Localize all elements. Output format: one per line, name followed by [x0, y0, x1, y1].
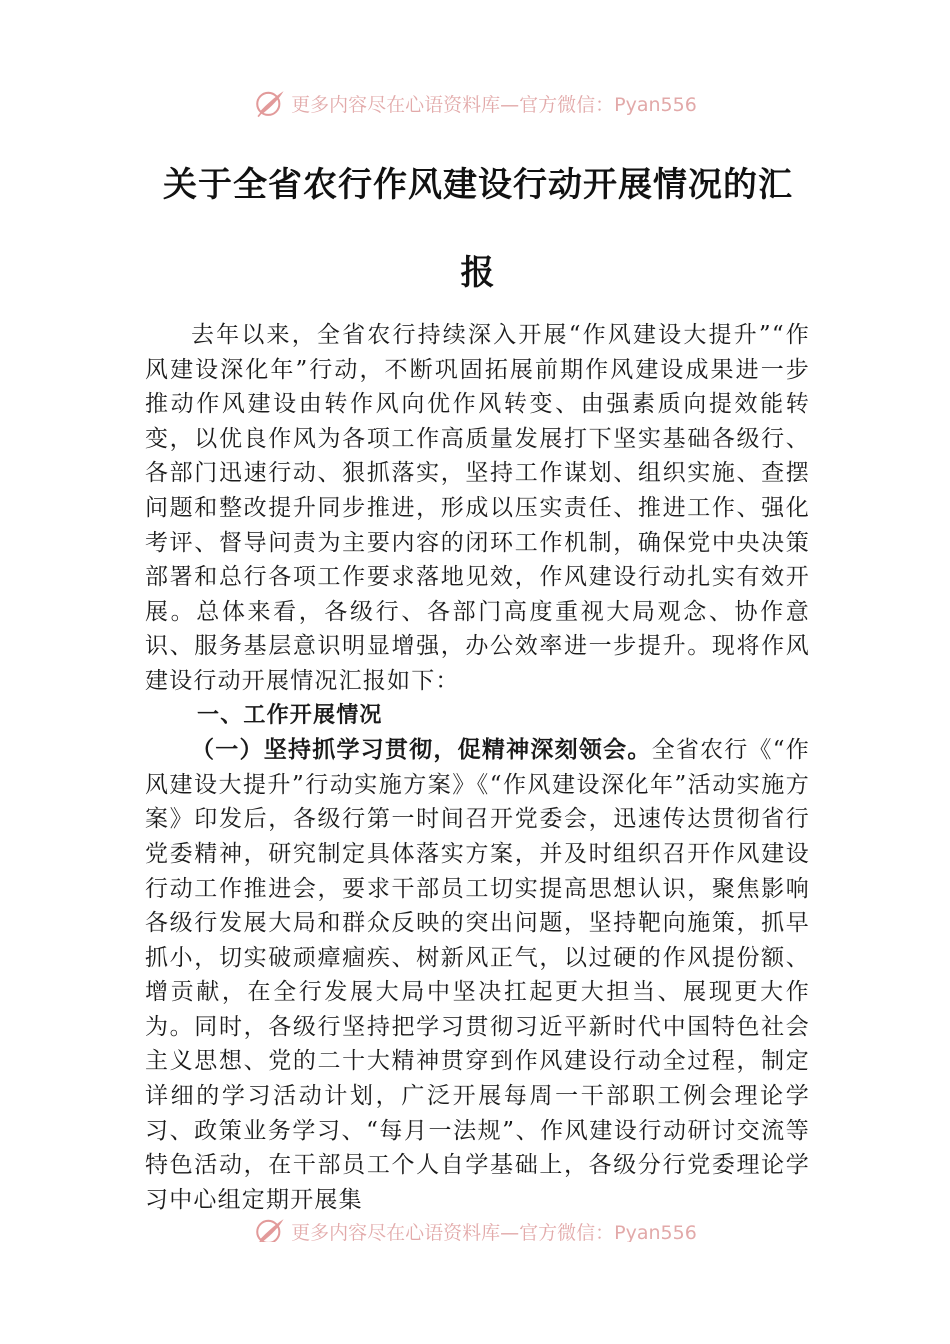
subsection-lead: （一）坚持抓学习贯彻，促精神深刻领会。 [191, 736, 652, 764]
watermark-text: 更多内容尽在心语资料库—官方微信：Pyan556 [291, 1221, 697, 1242]
watermark-footer [0, 1208, 950, 1242]
document-body [145, 318, 810, 1217]
quill-logo-icon [253, 1214, 287, 1242]
document-title [148, 160, 808, 298]
title-line-2: 报 [460, 253, 496, 293]
subsection-text: 全省农行《“作风建设大提升”行动实施方案》《“作风建设深化年”活动实施方案》印发后，各级行第一时间召开党委会，迅速传达贯彻省行党委精神，研究制定具体落实方案，并及时组织召开作风建设行动工作推进会，要求干部员工切实提高思想认识，聚焦影响各级行发展大局和群众反映的突出问题，坚持靶向施策，抓早抓小，切实破顽瘴痼疾、树新风正气，以过硬的作风提份额、增贡献，在全行发展大局中坚决扛起更大担当、展现更大作为。同时，各级行坚持把学习贯彻习近平新时代中国特色社会主义思想、党的二十大精神贯穿到作风建设行动全过程，制定详细的学习活动计划，广泛开展每周一干部职工例会理论学习、政策业务学习、“每月一法规”、作风建设行动研讨交流等特色活动，在干部员工个人自学基础上，各级分行党委理论学习中心组定期开展集 [145, 737, 810, 1213]
watermark-text: 更多内容尽在心语资料库—官方微信：Pyan556 [291, 93, 697, 116]
subsection-paragraph [145, 733, 810, 1217]
title-line-1: 关于全省农行作风建设行动开展情况的汇 [163, 165, 793, 205]
watermark-header [0, 84, 950, 122]
quill-logo-icon [253, 86, 287, 120]
intro-paragraph: 去年以来，全省农行持续深入开展“作风建设大提升”“作风建设深化年”行动，不断巩固拓展前期作风建设成果进一步推动作风建设由转作风向优作风转变、由强素质向提效能转变，以优良作风为各项工作高质量发展打下坚实基础各级行、各部门迅速行动、狠抓落实，坚持工作谋划、组织实施、查摆问题和整改提升同步推进，形成以压实责任、推进工作、强化考评、督导问责为主要内容的闭环工作机制，确保党中央决策部署和总行各项工作要求落地见效，作风建设行动扎实有效开展。总体来看，各级行、各部门高度重视大局观念、协作意识、服务基层意识明显增强，办公效率进一步提升。现将作风建设行动开展情况汇报如下： [145, 322, 810, 694]
section-heading: 一、工作开展情况 [197, 702, 383, 728]
